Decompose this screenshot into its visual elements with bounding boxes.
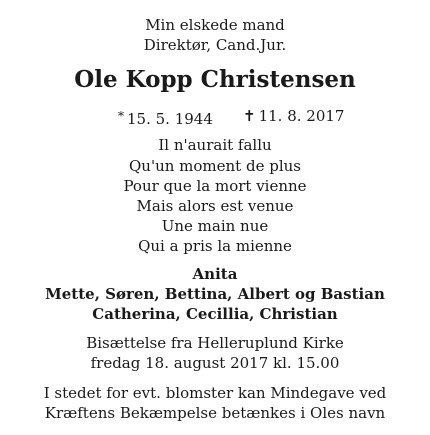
funeral-place: Bisættelse fra Helleruplund Kirke (86, 334, 344, 352)
family-names-line: Catherina, Cecillia, Christian (92, 305, 338, 323)
donation-text: I stedet for evt. blomster kan Mindegave ved (43, 384, 387, 402)
birth-star-icon: * (118, 109, 124, 123)
funeral-datetime: fredag 18. august 2017 kl. 15.00 (90, 354, 340, 372)
family-names-line: Mette, Søren, Bettina, Albert og Bastian (45, 285, 385, 303)
poem-line: Qui a pris la mienne (138, 237, 292, 255)
donation-text: Kræftens Bekæmpelse betænkes i Oles navn (44, 404, 386, 422)
life-dates (0, 107, 430, 128)
deceased-name: Ole Kopp Christensen (74, 66, 356, 93)
poem-line: Il n'aurait fallu (158, 136, 272, 154)
poem-line: Pour que la mort vienne (123, 177, 307, 195)
death-cross-icon: ✝ (243, 107, 256, 125)
birth-date-value: 15. 5. 1944 (127, 110, 213, 128)
birth-date (118, 107, 213, 128)
relation-text: Min elskede mand (145, 16, 285, 34)
death-date-value: 11. 8. 2017 (258, 107, 345, 125)
spouse-name: Anita (192, 265, 238, 283)
title-text: Direktør, Cand.Jur. (143, 36, 287, 54)
death-date (243, 107, 344, 125)
poem-line: Une main nue (161, 217, 269, 235)
poem-line: Mais alors est venue (136, 197, 294, 215)
poem-line: Qu'un moment de plus (129, 157, 301, 175)
